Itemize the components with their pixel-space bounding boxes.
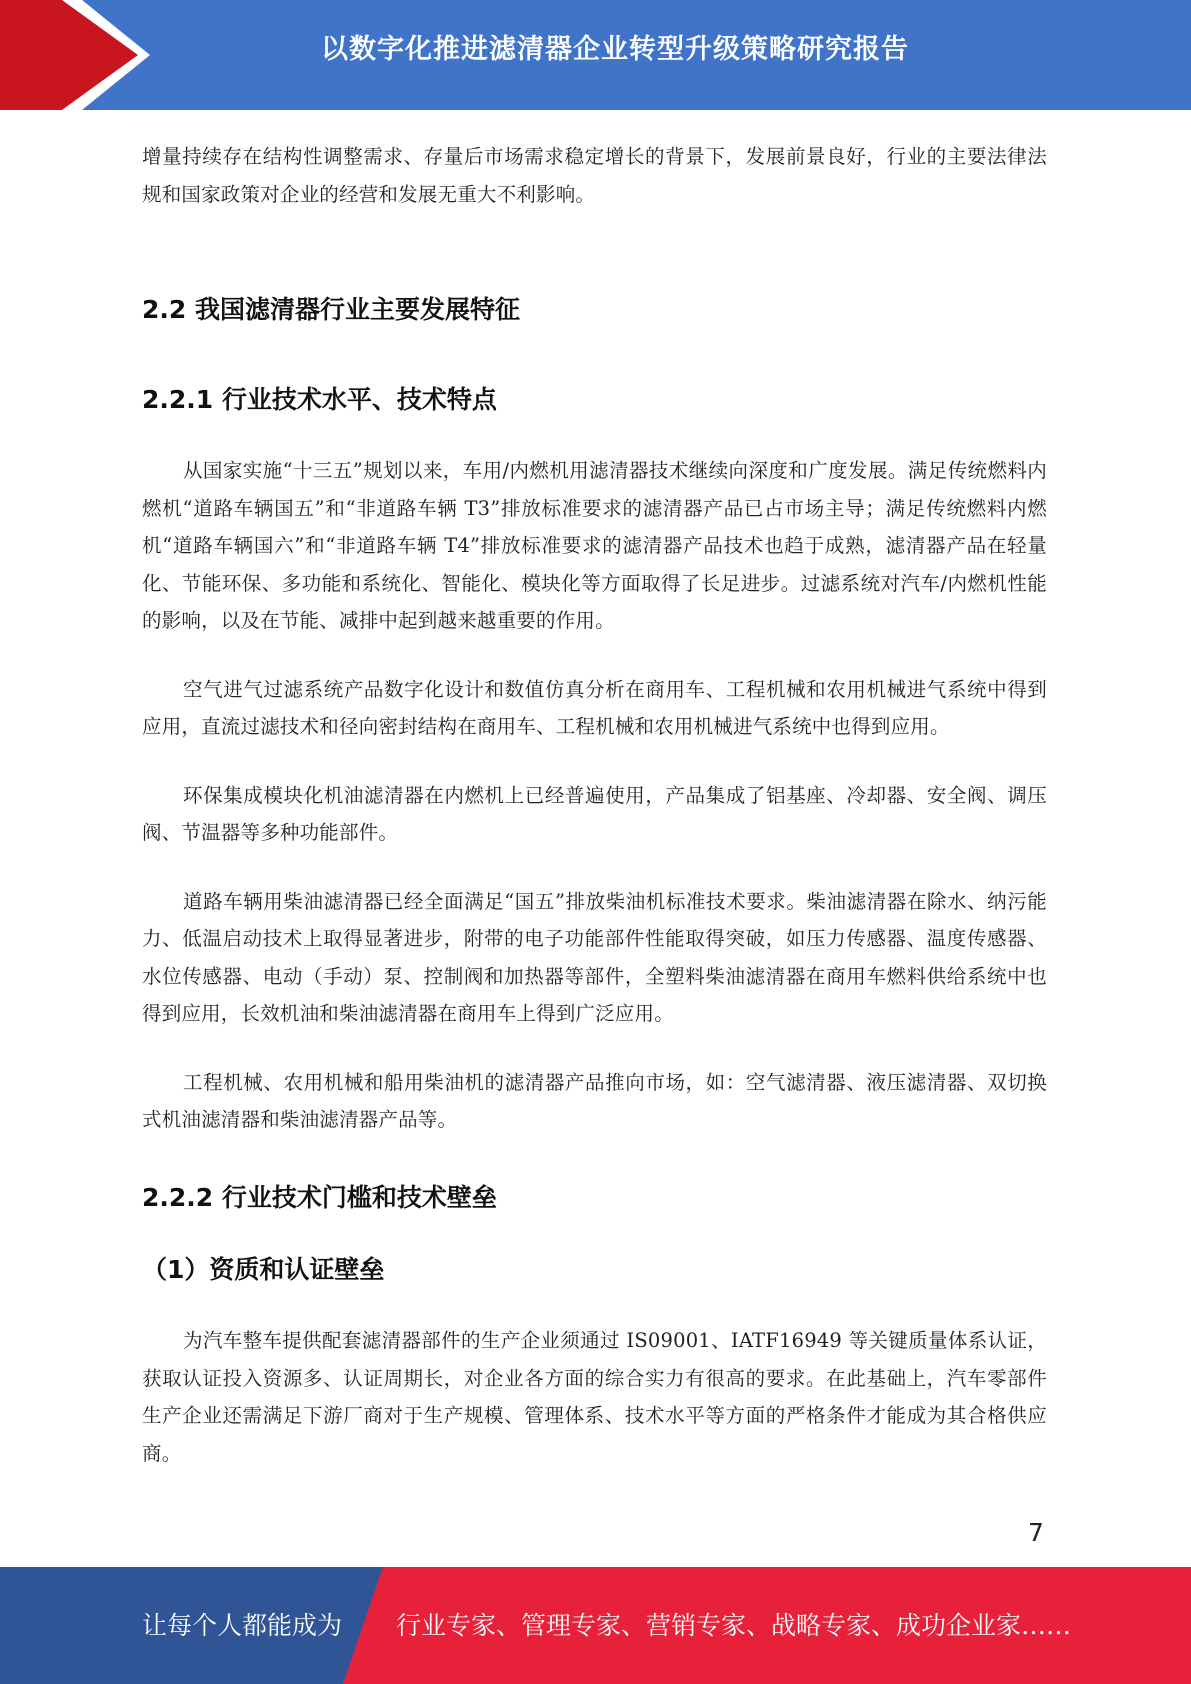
paragraph-oil-filter: 环保集成模块化机油滤清器在内燃机上已经普遍使用，产品集成了铝基座、冷却器、安全阀、调压阀、节温器等多种功能部件。 bbox=[142, 783, 1047, 844]
document-body bbox=[142, 130, 1047, 213]
report-title: 以数字化推进滤清器企业转型升级策略研究报告 bbox=[321, 34, 909, 65]
section-2-2-1-body bbox=[142, 452, 1047, 1139]
intro-paragraph: 增量持续存在结构性调整需求、存量后市场需求稳定增长的背景下，发展前景良好，行业的主要法律法规和国家政策对企业的经营和发展无重大不利影响。 bbox=[142, 145, 1047, 206]
page-footer bbox=[0, 1567, 1191, 1684]
page-number: 7 bbox=[1028, 1518, 1044, 1547]
certification-body bbox=[142, 1322, 1047, 1472]
page-header bbox=[0, 0, 1191, 110]
section-heading-2-2-1: 2.2.1 行业技术水平、技术特点 bbox=[142, 385, 497, 414]
section-heading-2-2-2: 2.2.2 行业技术门槛和技术壁垒 bbox=[142, 1183, 497, 1212]
paragraph-machinery-filters: 工程机械、农用机械和船用柴油机的滤清器产品推向市场，如：空气滤清器、液压滤清器、双切换式机油滤清器和柴油滤清器产品等。 bbox=[142, 1070, 1047, 1131]
paragraph-diesel-filter: 道路车辆用柴油滤清器已经全面满足“国五”排放柴油机标准技术要求。柴油滤清器在除水、纳污能力、低温启动技术上取得显著进步，附带的电子功能部件性能取得突破，如压力传感器、温度传感器、水位传感器、电动（手动）泵、控制阀和加热器等部件，全塑料柴油滤清器在商用车燃料供给系统中也得到应用，长效机油和柴油滤清器在商用车上得到广泛应用。 bbox=[142, 889, 1047, 1025]
paragraph-air-intake: 空气进气过滤系统产品数字化设计和数值仿真分析在商用车、工程机械和农用机械进气系统中得到应用，直流过滤技术和径向密封结构在商用车、工程机械和农用机械进气系统中也得到应用。 bbox=[142, 677, 1047, 738]
header-red-chevron bbox=[0, 0, 160, 110]
footer-slogan-right: 行业专家、管理专家、营销专家、战略专家、成功企业家…… bbox=[396, 1611, 1072, 1640]
paragraph-tech-development: 从国家实施“十三五”规划以来，车用/内燃机用滤清器技术继续向深度和广度发展。满足传统燃料内燃机“道路车辆国五”和“非道路车辆 T3”排放标准要求的滤清器产品已占市场主导；满足传统燃料内燃机“道路车辆国六”和“非道路车辆 T4”排放标准要求的滤清器产品技术也趋于成熟，滤清器产品在轻量化、节能环保、多功能和系统化、智能化、模块化等方面取得了长足进步。过滤系统对汽车/内燃机性能的影响，以及在节能、减排中起到越来越重要的作用。 bbox=[142, 459, 1047, 632]
footer-slogan-left: 让每个人都能成为 bbox=[142, 1611, 343, 1640]
section-heading-2-2: 2.2 我国滤清器行业主要发展特征 bbox=[142, 295, 520, 324]
paragraph-certification: 为汽车整车提供配套滤清器部件的生产企业须通过 IS09001、IATF16949 等关键质量体系认证，获取认证投入资源多、认证周期长，对企业各方面的综合实力有很高的要求。在此基础上，汽车零部件生产企业还需满足下游厂商对于生产规模、管理体系、技术水平等方面的严格条件才能成为其合格供应商。 bbox=[142, 1329, 1047, 1465]
subheading-certification-barrier: （1）资质和认证壁垒 bbox=[142, 1255, 385, 1284]
